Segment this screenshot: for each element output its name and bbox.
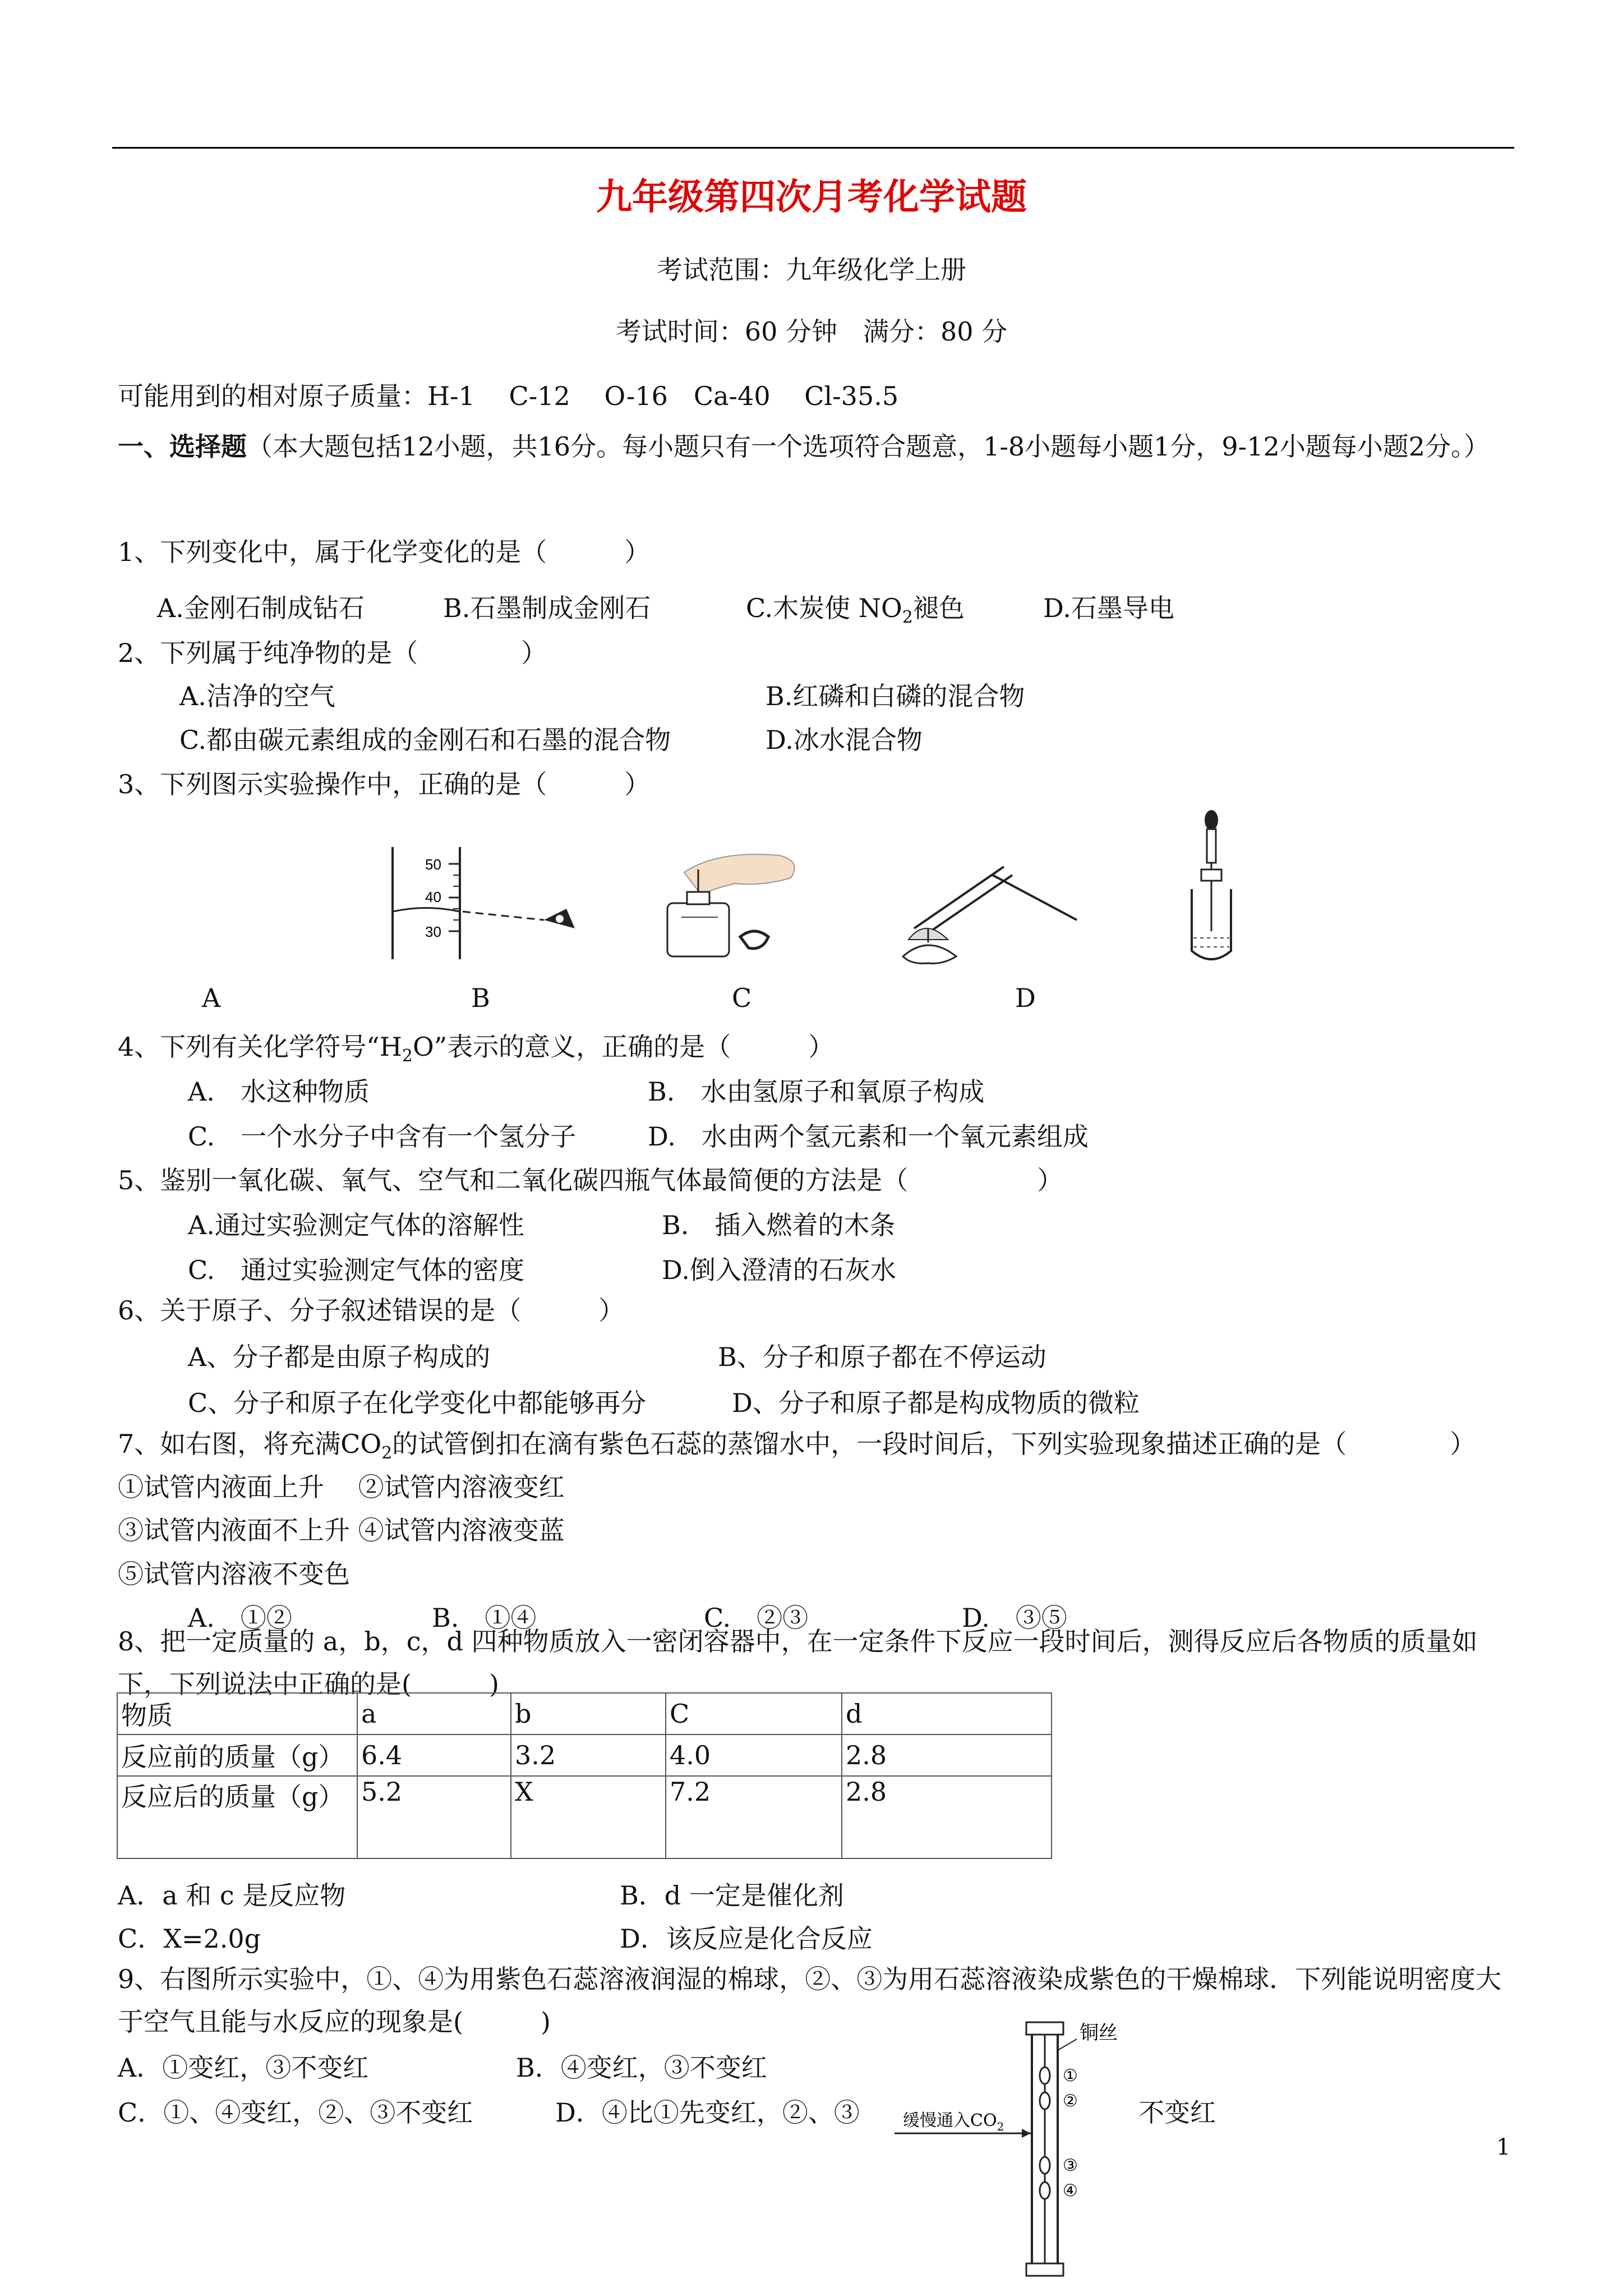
q4-option-d: D. 水由两个氢元素和一个氧元素组成 <box>648 1121 1089 1152</box>
q3-label-d: D <box>1015 983 1036 1013</box>
q7-option-a: A. ①② <box>188 1603 292 1633</box>
q3-tick-50: 50 <box>425 856 441 873</box>
q1-option-c-sub: 2 <box>902 608 913 628</box>
q8-option-b: B．d 一定是催化剂 <box>620 1880 844 1911</box>
q4-stem-sub: 2 <box>402 1046 413 1066</box>
q1-option-b: B.石墨制成金刚石 <box>443 593 651 623</box>
section-heading <box>118 425 1509 468</box>
q3-tick-30: 30 <box>425 923 441 940</box>
q9-figure-mark-1: ① <box>1063 2066 1078 2086</box>
q3-figure-d-heating <box>892 844 1105 973</box>
q5-option-b: B. 插入燃着的木条 <box>662 1210 896 1240</box>
q9-figure-mark-2: ② <box>1063 2091 1078 2111</box>
q3-label-b: B <box>471 983 490 1013</box>
table-cell: d <box>842 1693 1052 1734</box>
table-cell: 7.2 <box>666 1776 842 1858</box>
q3-figure-dropper <box>1183 808 1251 976</box>
q9-option-a: A．①变红，③不变红 <box>118 2053 369 2083</box>
table-cell: 4.0 <box>666 1734 842 1776</box>
q1-option-c <box>746 588 965 627</box>
q5-option-c: C. 通过实验测定气体的密度 <box>188 1255 525 1285</box>
q1-option-c-tail: 褪色 <box>912 593 965 623</box>
table-row <box>117 1776 1052 1858</box>
table-cell: 5.2 <box>357 1776 511 1858</box>
q7-option-d: D. ③⑤ <box>962 1603 1067 1633</box>
table-cell: 2.8 <box>842 1776 1052 1858</box>
q9-option-b: B．④变红，③不变红 <box>516 2053 767 2083</box>
q6-option-b: B、分子和原子都在不停运动 <box>718 1342 1046 1372</box>
q8-option-d: D．该反应是化合反应 <box>620 1924 873 1954</box>
q7-stem-sub: 2 <box>381 1443 393 1464</box>
q2-option-d: D.冰水混合物 <box>766 725 923 755</box>
table-cell: 6.4 <box>357 1734 511 1776</box>
q6-option-c: C、分子和原子在化学变化中都能够再分 <box>188 1388 647 1418</box>
atomic-masses: 可能用到的相对原子质量：H-1 C-12 O-16 Ca-40 Cl-35.5 <box>118 381 899 411</box>
q7-option-c: C. ②③ <box>704 1603 809 1633</box>
q4-stem <box>118 1027 834 1066</box>
q9-figure-tube <box>892 2017 1133 2280</box>
table-cell: b <box>511 1693 666 1734</box>
q9-figure-gas-label <box>903 2111 1004 2133</box>
table-cell: 反应前的质量（g） <box>117 1734 357 1776</box>
table-cell: 反应后的质量（g） <box>117 1776 357 1858</box>
q4-option-c: C. 一个水分子中含有一个氢分子 <box>188 1121 577 1152</box>
q7-statement-3-4: ③试管内液面不上升 ④试管内溶液变蓝 <box>118 1515 565 1545</box>
q3-figure-a-cylinder <box>381 841 583 970</box>
table-cell: 物质 <box>117 1693 357 1734</box>
q7-statement-5: ⑤试管内溶液不变色 <box>118 1559 350 1589</box>
q3-label-a: A <box>202 983 221 1013</box>
section-desc: （本大题包括12小题，共16分。每小题只有一个选项符合题意，1-8小题每小题1分，9-12小题每小题2分。） <box>247 431 1490 462</box>
q4-stem-text: 4、下列有关化学符号“H <box>118 1032 402 1062</box>
table-row <box>117 1734 1052 1776</box>
q2-option-a: A.洁净的空气 <box>179 681 335 711</box>
q8-option-c: C．X=2.0g <box>118 1924 261 1954</box>
q9-option-d-tail: 不变红 <box>1138 2097 1216 2128</box>
q8-mass-table <box>117 1692 1052 1859</box>
q4-option-b: B. 水由氢原子和氧原子构成 <box>648 1076 985 1107</box>
q5-option-d: D.倒入澄清的石灰水 <box>662 1255 896 1285</box>
q9-figure-mark-3: ③ <box>1063 2156 1078 2175</box>
q4-option-a: A. 水这种物质 <box>188 1076 370 1107</box>
table-cell: 2.8 <box>842 1734 1052 1776</box>
q3-stem: 3、下列图示实验操作中，正确的是（ ） <box>118 769 651 799</box>
q7-stem <box>118 1424 1476 1463</box>
q7-stem-text: 7、如右图，将充满CO <box>118 1429 382 1459</box>
q9-figure-wire-label: 铜丝 <box>1080 2022 1118 2044</box>
q6-stem: 6、关于原子、分子叙述错误的是（ ） <box>118 1295 625 1326</box>
q8-option-a: A．a 和 c 是反应物 <box>118 1880 346 1911</box>
page-title: 九年级第四次月考化学试题 <box>596 176 1027 218</box>
q2-stem: 2、下列属于纯净物的是（ ） <box>118 638 547 668</box>
page-number: 1 <box>1496 2134 1511 2160</box>
q7-statement-1-2: ①试管内液面上升 ②试管内溶液变红 <box>118 1472 565 1502</box>
q3-label-c: C <box>732 983 752 1013</box>
q7-stem-tail: 的试管倒扣在滴有紫色石蕊的蒸馏水中，一段时间后，下列实验现象描述正确的是（ ） <box>392 1429 1476 1459</box>
q9-figure-gas-sub: 2 <box>997 2120 1004 2133</box>
section-title: 一、选择题 <box>118 431 247 462</box>
q6-option-a: A、分子都是由原子构成的 <box>188 1342 491 1372</box>
q7-option-b: B. ①④ <box>432 1603 537 1633</box>
table-cell: X <box>511 1776 666 1858</box>
q8-stem: 8、把一定质量的 a，b，c，d 四种物质放入一密闭容器中，在一定条件下反应一段时间后，测得反应后各物质的质量如下，下列说法中正确的是( ) <box>118 1626 1478 1699</box>
q1-option-c-text: C.木炭使 NO <box>746 593 902 623</box>
q9-figure-gas-text: 缓慢通入CO <box>903 2111 997 2131</box>
q6-option-d: D、分子和原子都是构成物质的微粒 <box>732 1388 1140 1418</box>
q9-figure-mark-4: ④ <box>1063 2181 1078 2201</box>
q2-option-b: B.红磷和白磷的混合物 <box>766 681 1025 711</box>
q1-option-d: D.石墨导电 <box>1043 593 1174 623</box>
table-cell: C <box>666 1693 842 1734</box>
header-rule <box>112 147 1514 149</box>
table-cell: a <box>357 1693 511 1734</box>
q5-stem: 5、鉴别一氧化碳、氧气、空气和二氧化碳四瓶气体最简便的方法是（ ） <box>118 1165 1063 1195</box>
q2-option-c: C.都由碳元素组成的金刚石和石墨的混合物 <box>179 725 671 755</box>
q9-option-c: C．①、④变红，②、③不变红 <box>118 2097 473 2128</box>
q4-stem-tail: O”表示的意义，正确的是（ ） <box>412 1032 834 1062</box>
exam-time: 考试时间：60 分钟 满分：80 分 <box>615 316 1008 347</box>
q3-figure-c-alcohol-lamp <box>651 839 830 973</box>
table-cell: 3.2 <box>511 1734 666 1776</box>
q9-stem: 9、右图所示实验中，①、④为用紫色石蕊溶液润湿的棉球，②、③为用石蕊溶液染成紫色的干燥棉球．下列能说明密度大于空气且能与水反应的现象是( ) <box>118 1964 1502 2037</box>
q1-option-a: A.金刚石制成钻石 <box>157 593 365 623</box>
table-row <box>117 1693 1052 1734</box>
q5-option-a: A.通过实验测定气体的溶解性 <box>188 1210 524 1240</box>
q3-tick-40: 40 <box>425 889 441 905</box>
q1-stem: 1、下列变化中，属于化学变化的是（ ） <box>118 537 651 567</box>
exam-scope: 考试范围：九年级化学上册 <box>657 255 966 285</box>
q9-option-d: D．④比①先变红，②、③ <box>555 2097 860 2128</box>
